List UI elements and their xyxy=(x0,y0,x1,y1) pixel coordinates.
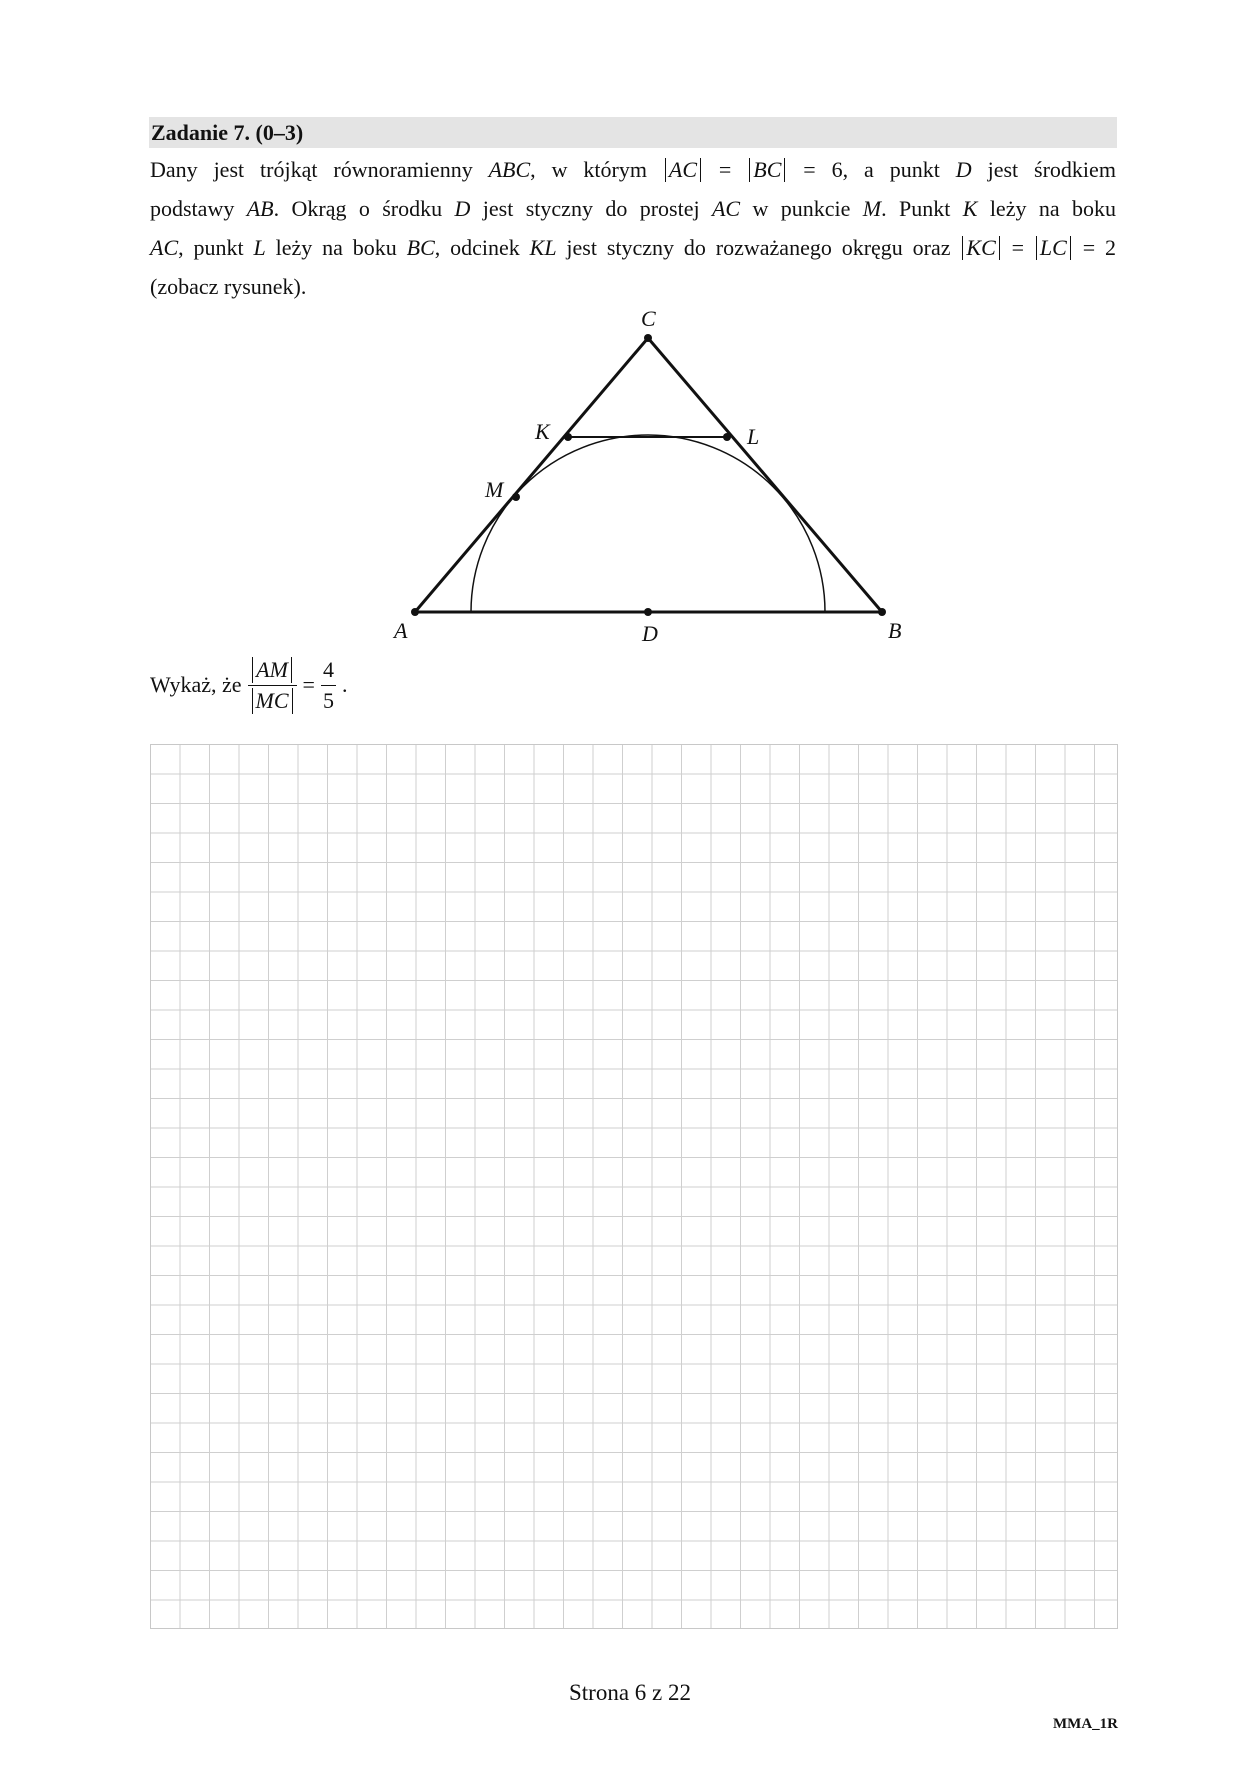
math: AC xyxy=(711,196,741,221)
text: jest środkiem xyxy=(971,157,1116,182)
text: jest styczny do rozważanego okręgu oraz xyxy=(556,235,961,260)
text: , punkt xyxy=(178,235,254,260)
label-m: M xyxy=(485,477,504,502)
fraction-numerator xyxy=(248,655,296,685)
math: LC xyxy=(1039,235,1067,260)
text: w punkcie xyxy=(740,196,863,221)
label-k: K xyxy=(535,419,550,444)
prove-prefix: Wykaż, że xyxy=(150,672,242,697)
abs-am xyxy=(252,657,292,683)
label-b: B xyxy=(888,618,902,643)
label-d: D xyxy=(642,621,658,646)
text: , odcinek xyxy=(434,235,530,260)
abs-lc xyxy=(1036,236,1071,260)
text: , a punkt xyxy=(842,157,956,182)
math: D xyxy=(454,196,471,221)
side-ac xyxy=(415,338,648,612)
prove-suffix: . xyxy=(341,672,348,697)
math: AC xyxy=(150,235,179,260)
math: KL xyxy=(529,235,557,260)
label-l: L xyxy=(747,424,760,449)
math: AB xyxy=(246,196,274,221)
triangle-figure xyxy=(380,308,920,653)
math: BC xyxy=(406,235,435,260)
triangle-diagram xyxy=(380,308,920,653)
math: D xyxy=(955,157,972,182)
math: KC xyxy=(966,235,996,260)
abs-bc xyxy=(749,158,785,182)
answer-grid[interactable] xyxy=(150,744,1118,1629)
point-c xyxy=(644,334,652,342)
label-a: A xyxy=(394,618,408,643)
task-line-4: (zobacz rysunek). xyxy=(150,274,307,299)
text: podstawy xyxy=(150,196,247,221)
math: MC xyxy=(255,687,289,713)
fraction-denominator: 5 xyxy=(322,687,334,713)
text: . Punkt xyxy=(881,196,963,221)
math: M xyxy=(862,196,882,221)
fraction-denominator xyxy=(248,686,297,716)
math: BC xyxy=(753,157,782,182)
point-d xyxy=(644,608,652,616)
text: leży na boku xyxy=(977,196,1117,221)
point-b xyxy=(878,608,886,616)
text: = xyxy=(1001,235,1034,260)
text: = 6 xyxy=(787,157,843,182)
task-statement xyxy=(150,150,1116,306)
task-line-2 xyxy=(150,189,1116,228)
point-a xyxy=(411,608,419,616)
fraction-4-5 xyxy=(321,655,336,716)
text: Dany jest trójkąt równoramienny xyxy=(150,157,489,182)
label-c: C xyxy=(641,308,656,331)
text: , w którym xyxy=(530,157,663,182)
text: jest styczny do prostej xyxy=(470,196,712,221)
fraction-am-mc xyxy=(248,655,297,716)
page-number: Strona 6 z 22 xyxy=(568,1680,691,1705)
point-l xyxy=(723,433,731,441)
task-title: Zadanie 7. (0–3) xyxy=(149,117,1117,148)
abs-ac xyxy=(665,158,701,182)
equals-sign: = xyxy=(302,672,315,697)
point-m xyxy=(512,493,520,501)
prove-statement xyxy=(150,645,347,725)
math: ABC xyxy=(488,157,531,182)
abs-kc xyxy=(962,236,999,260)
point-k xyxy=(564,433,572,441)
exam-code: MMA_1R xyxy=(1053,1716,1118,1732)
task-line-1 xyxy=(150,150,1116,189)
math: AM xyxy=(256,656,288,682)
text: = 2 xyxy=(1072,235,1116,260)
text: = xyxy=(703,157,748,182)
semicircle-arc xyxy=(471,435,825,612)
fraction-numerator: 4 xyxy=(322,656,334,682)
task-line-3 xyxy=(150,228,1116,267)
math: AC xyxy=(668,157,697,182)
math: K xyxy=(962,196,978,221)
side-bc xyxy=(648,338,882,612)
text: leży na boku xyxy=(265,235,407,260)
abs-mc xyxy=(252,688,293,714)
math: L xyxy=(253,235,266,260)
text: . Okrąg o środku xyxy=(273,196,455,221)
